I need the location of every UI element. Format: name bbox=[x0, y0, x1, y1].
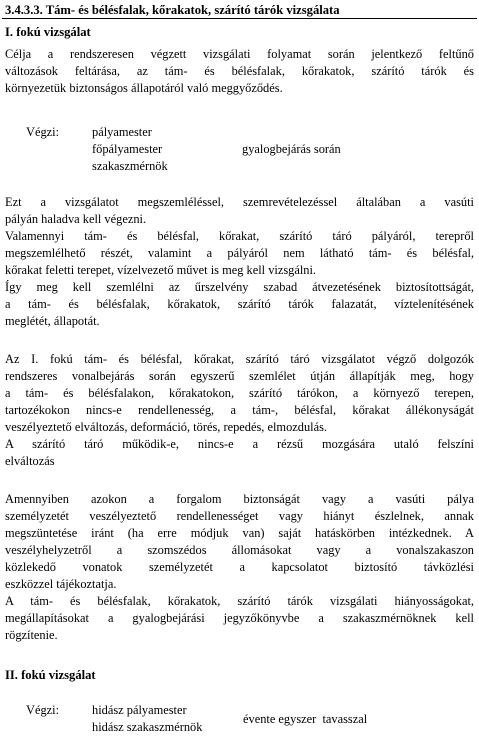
text-line: közlekedő vonatok személyzetét a kapcsolatot biztosító távközlési bbox=[5, 560, 474, 574]
section1-heading: I. fokú vizsgálat bbox=[5, 25, 91, 39]
text-line: Valamennyi tám- és bélésfal, kőrakat, szárító táró pályáról, terepről bbox=[5, 229, 474, 243]
text-line: személyzetét veszélyeztető rendellenességet vagy hiányt észlelnek, annak bbox=[5, 509, 474, 523]
text-line: Az I. fokú tám- és bélésfal, kőrakat, szárító táró vizsgálatot végző dolgozók bbox=[5, 352, 474, 366]
text-line: a tám- és bélésfalakon, kőrakatokon, szárító tárókon, a környező terepen, bbox=[5, 386, 474, 400]
text-line: Célja a rendszeresen végzett vizsgálati folyamat során jelentkező feltűnő bbox=[5, 47, 474, 61]
text-line: meglétét, állapotát. bbox=[5, 314, 100, 328]
text-line: eszközzel tájékoztatja. bbox=[5, 577, 117, 591]
section2-heading: II. fokú vizsgálat bbox=[5, 668, 96, 682]
performer-label: Végzi: bbox=[26, 703, 60, 717]
performer-person: pályamester bbox=[92, 125, 152, 139]
text-line: megszüntetése iránt (ha erre módjuk van) saját hatáskörben intézkednek. A bbox=[5, 526, 474, 540]
text-line: elváltozás bbox=[5, 454, 55, 468]
text-line: Ezt a vizsgálatot megszemléléssel, szemrevételezéssel általában a vasúti bbox=[5, 195, 474, 209]
section1-action-paragraph bbox=[5, 491, 474, 644]
performer-frequency: gyalogbejárás során bbox=[242, 142, 341, 156]
text-line: rendszeres vonalbejárás során egyszerű szemlélet útján állapítják meg, hogy bbox=[5, 369, 474, 383]
text-line: A szárító táró működik-e, nincs-e a rézsű mozgására utaló felszíni bbox=[5, 437, 474, 451]
text-line: a tám- és bélésfalak, kőrakatok, szárító tárók falazatát, víztelenítésének bbox=[5, 297, 474, 311]
section-title: 3.4.3.3. Tám- és bélésfalak, kőrakatok, szárító tárók vizsgálata bbox=[5, 3, 340, 17]
section1-inspection-paragraph bbox=[5, 351, 474, 470]
performer-person: szakaszmérnök bbox=[92, 159, 168, 173]
text-line: pályán haladva kell végezni. bbox=[5, 212, 147, 226]
text-line: tartozékokon nincs-e rendellenesség, a tám-, bélésfal, kőrakat állékonyságát bbox=[5, 403, 474, 417]
text-line: rögzítenie. bbox=[5, 628, 58, 642]
text-line: változások feltárása, az tám- és bélésfalak, kőrakatok, szárító tárók és bbox=[5, 64, 474, 78]
text-line: kőrakat feletti terepet, vízelvezető művet is meg kell vizsgálni. bbox=[5, 263, 317, 277]
text-line: Így meg kell szemlélni az űrszelvény szabad átvezetésének biztosítottságát, bbox=[5, 280, 474, 294]
text-line: veszélyhelyzetről a szomszédos állomásokat vagy a vonalszakaszon bbox=[5, 543, 474, 557]
performer-person: hidász szakaszmérnök bbox=[92, 720, 203, 734]
text-line: Amennyiben azokon a forgalom biztonságát vagy a vasúti pálya bbox=[5, 492, 474, 506]
title-underline bbox=[2, 18, 477, 19]
performer-person: főpályamester bbox=[92, 142, 163, 156]
performer-label: Végzi: bbox=[26, 125, 60, 139]
performer-person: hidász pályamester bbox=[92, 703, 187, 717]
text-line: megállapításokat a gyalogbejárási jegyzőkönyvbe a szakaszmérnöknek kell bbox=[5, 611, 474, 625]
text-line: A tám- és bélésfalak, kőrakatok, szárító tárók vizsgálati hiányosságokat, bbox=[5, 594, 474, 608]
text-line: környezetük biztonságos állapotáról való meggyőződés. bbox=[5, 81, 283, 95]
text-line: megszemlélhető részét, valamint a pályáról nem látható tám- és bélésfal, bbox=[5, 246, 474, 260]
performer-frequency: évente egyszer tavasszal bbox=[243, 712, 368, 726]
section1-method-paragraph bbox=[5, 194, 474, 330]
text-line: veszélyeztető elváltozás, deformáció, törés, repedés, elmozdulás. bbox=[5, 420, 328, 434]
section1-intro-paragraph bbox=[5, 46, 474, 97]
